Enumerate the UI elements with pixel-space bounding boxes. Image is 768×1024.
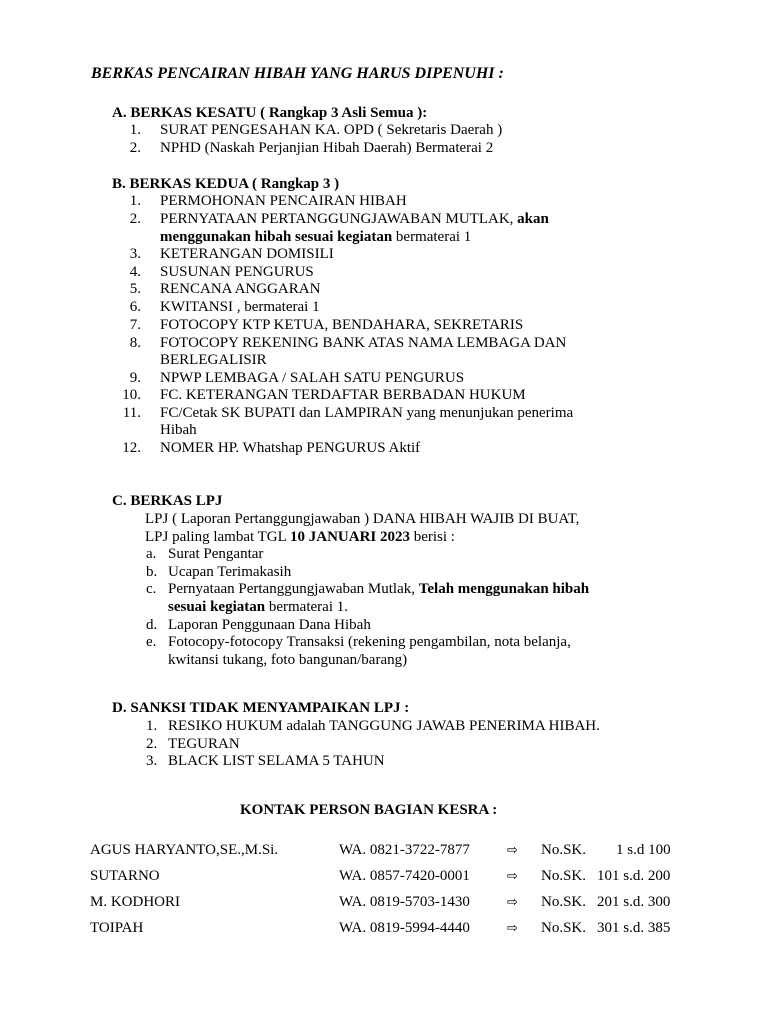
contact-name: M. KODHORI	[90, 894, 180, 910]
section-b-heading: B. BERKAS KEDUA ( Rangkap 3 )	[112, 176, 340, 192]
list-item: PERMOHONAN PENCAIRAN HIBAH	[160, 193, 407, 209]
sk-range: 201 s.d. 300	[597, 894, 671, 910]
list-item: SUSUNAN PENGURUS	[160, 264, 314, 280]
sk-label: No.SK.	[541, 842, 587, 858]
right-arrow-outline-icon: ⇨	[507, 869, 518, 884]
list-item-number: 5.	[129, 281, 141, 297]
list-item: Fotocopy-fotocopy Transaksi (rekening pengambilan, nota belanja,	[168, 634, 571, 650]
section-d-heading: D. SANKSI TIDAK MENYAMPAIKAN LPJ :	[112, 700, 410, 716]
section-a-heading: A. BERKAS KESATU ( Rangkap 3 Asli Semua ):	[112, 105, 428, 121]
list-item-number: 2.	[146, 736, 158, 752]
list-item-text: bermaterai 1	[395, 229, 472, 245]
list-item-number: 10.	[122, 387, 141, 403]
list-item-number: 8.	[129, 335, 141, 351]
deadline-date: 10 JANUARI 2023	[289, 529, 410, 545]
page-title: BERKAS PENCAIRAN HIBAH YANG HARUS DIPENUHI :	[91, 65, 504, 82]
contact-whatsapp: WA. 0819-5994-4440	[339, 920, 470, 936]
list-item-bold-text: akan	[517, 211, 549, 227]
list-item-text: PERNYATAAN PERTANGGUNGJAWABAN MUTLAK,	[160, 211, 514, 227]
sk-range: 1 s.d 100	[616, 842, 671, 858]
list-item: Ucapan Terimakasih	[168, 564, 292, 580]
list-item-continuation: BERLEGALISIR	[160, 352, 267, 368]
list-item: SURAT PENGESAHAN KA. OPD ( Sekretaris Daerah )	[160, 122, 503, 138]
list-item-continuation: Hibah	[160, 422, 197, 438]
list-item-number: 2.	[129, 140, 141, 156]
list-item-bold-text: menggunakan hibah sesuai kegiatan	[160, 229, 393, 245]
list-item: RENCANA ANGGARAN	[160, 281, 321, 297]
list-item: KWITANSI , bermaterai 1	[160, 299, 320, 315]
section-c-intro	[145, 529, 455, 547]
intro-text: berisi :	[409, 529, 455, 545]
list-item-number: 2.	[129, 211, 141, 227]
list-item-number: 7.	[129, 317, 141, 333]
list-item-number: 1.	[146, 718, 158, 734]
contact-whatsapp: WA. 0819-5703-1430	[339, 894, 470, 910]
contact-name: AGUS HARYANTO,SE.,M.Si.	[90, 842, 279, 858]
list-item: NPHD (Naskah Perjanjian Hibah Daerah) Bermaterai 2	[160, 140, 494, 156]
list-item-number: 4.	[129, 264, 141, 280]
right-arrow-outline-icon: ⇨	[507, 895, 518, 910]
contacts-heading: KONTAK PERSON BAGIAN KESRA :	[240, 802, 498, 818]
list-item: FOTOCOPY REKENING BANK ATAS NAMA LEMBAGA DAN	[160, 335, 567, 351]
list-item-text: bermaterai 1.	[268, 599, 348, 615]
list-item-letter: c.	[146, 581, 157, 597]
sk-label: No.SK.	[541, 920, 587, 936]
sk-range: 101 s.d. 200	[597, 868, 671, 884]
list-item-letter: e.	[146, 634, 157, 650]
list-item-continuation: kwitansi tukang, foto bangunan/barang)	[168, 652, 408, 668]
list-item	[168, 581, 589, 599]
right-arrow-outline-icon: ⇨	[507, 921, 518, 936]
list-item-number: 11.	[122, 405, 141, 421]
list-item-number: 9.	[129, 370, 141, 386]
contact-name: SUTARNO	[90, 868, 160, 884]
list-item-continuation	[168, 599, 348, 617]
list-item-bold-text: sesuai kegiatan	[168, 599, 266, 615]
contact-name: TOIPAH	[90, 920, 144, 936]
list-item-text: Pernyataan Pertanggungjawaban Mutlak,	[168, 581, 416, 597]
list-item-letter: d.	[146, 617, 158, 633]
list-item	[160, 211, 549, 229]
list-item: Surat Pengantar	[168, 546, 264, 562]
sk-label: No.SK.	[541, 894, 587, 910]
list-item: RESIKO HUKUM adalah TANGGUNG JAWAB PENERIMA HIBAH.	[168, 718, 600, 734]
list-item-letter: a.	[146, 546, 157, 562]
list-item-letter: b.	[146, 564, 158, 580]
sk-label: No.SK.	[541, 868, 587, 884]
list-item-number: 1.	[129, 122, 141, 138]
contact-whatsapp: WA. 0821-3722-7877	[339, 842, 470, 858]
list-item: NPWP LEMBAGA / SALAH SATU PENGURUS	[160, 370, 465, 386]
list-item-number: 1.	[129, 193, 141, 209]
list-item: FOTOCOPY KTP KETUA, BENDAHARA, SEKRETARIS	[160, 317, 524, 333]
right-arrow-outline-icon: ⇨	[507, 843, 518, 858]
contact-whatsapp: WA. 0857-7420-0001	[339, 868, 470, 884]
list-item: FC/Cetak SK BUPATI dan LAMPIRAN yang menunjukan penerima	[160, 405, 574, 421]
list-item-number: 3.	[146, 753, 158, 769]
list-item: FC. KETERANGAN TERDAFTAR BERBADAN HUKUM	[160, 387, 526, 403]
list-item: BLACK LIST SELAMA 5 TAHUN	[168, 753, 385, 769]
intro-text: LPJ paling lambat TGL	[145, 529, 287, 545]
list-item-continuation	[160, 229, 471, 247]
list-item-number: 12.	[122, 440, 141, 456]
list-item: KETERANGAN DOMISILI	[160, 246, 334, 262]
list-item-number: 3.	[129, 246, 141, 262]
list-item-bold-text: Telah menggunakan hibah	[418, 581, 590, 597]
section-c-heading: C. BERKAS LPJ	[112, 493, 223, 509]
list-item: NOMER HP. Whatshap PENGURUS Aktif	[160, 440, 421, 456]
section-c-intro: LPJ ( Laporan Pertanggungjawaban ) DANA HIBAH WAJIB DI BUAT,	[145, 511, 580, 527]
list-item: TEGURAN	[168, 736, 240, 752]
list-item: Laporan Penggunaan Dana Hibah	[168, 617, 371, 633]
sk-range: 301 s.d. 385	[597, 920, 671, 936]
list-item-number: 6.	[129, 299, 141, 315]
